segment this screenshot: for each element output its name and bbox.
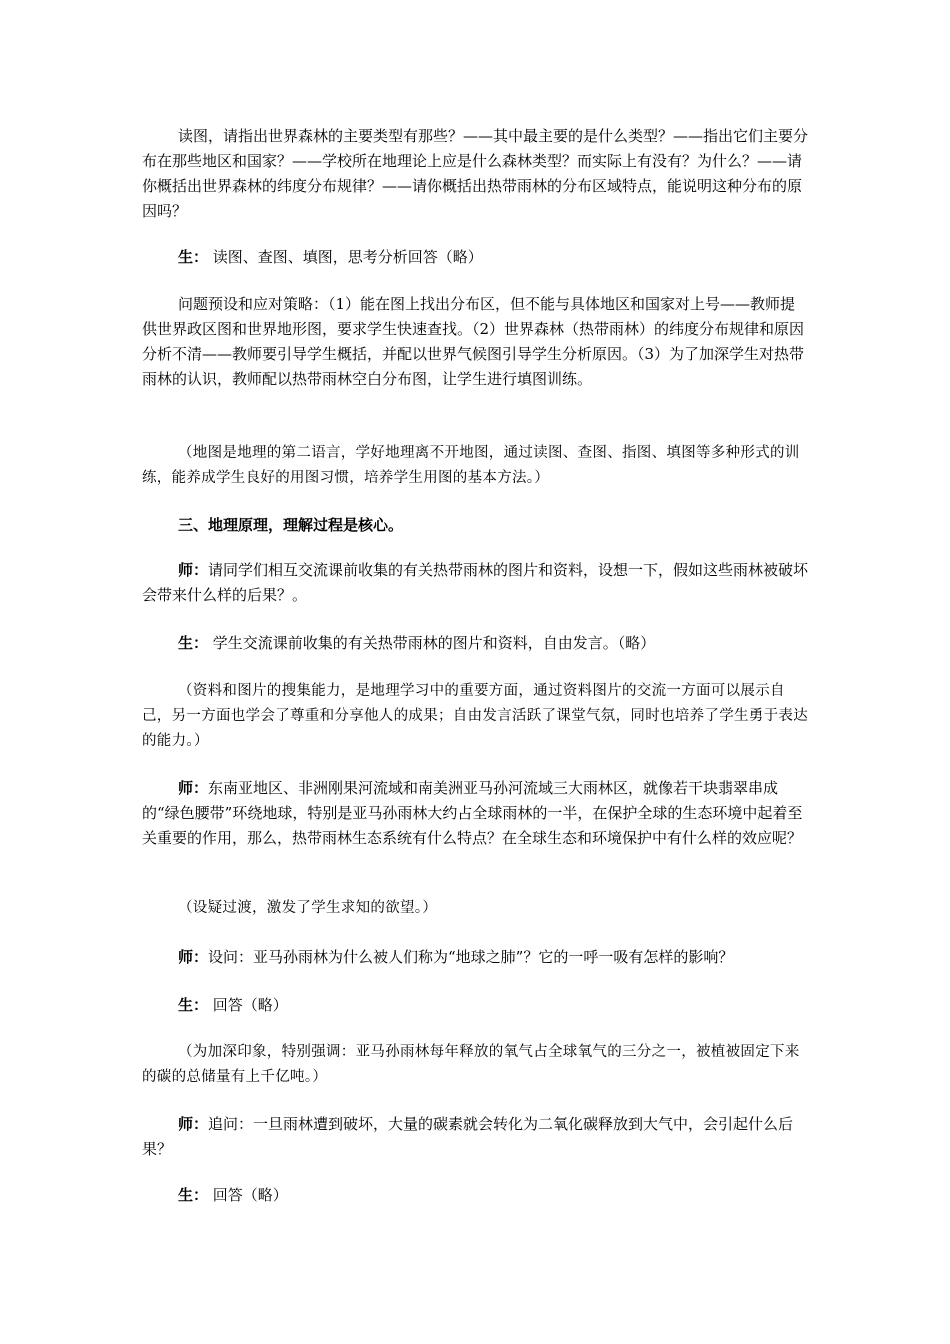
student-answer-1 — [142, 245, 810, 270]
note-paragraph-1: （地图是地理的第二语言，学好地理离不开地图，通过读图、查图、指图、填图等多种形式的训练，能养成学生良好的用图习惯，培养学生用图的基本方法。） — [142, 445, 800, 486]
student-answer-2 — [142, 631, 810, 656]
speaker-label: 生： — [178, 996, 209, 1014]
speaker-label: 师： — [178, 1115, 209, 1133]
prompt-text: 设问：亚马孙雨林为什么被人们称为“地球之肺”？它的一呼一吸有怎样的影响？ — [208, 948, 734, 966]
teacher-prompt-2 — [142, 776, 810, 851]
speaker-label: 生： — [178, 1186, 209, 1204]
section-heading: 三、地理原理，理解过程是核心。 — [178, 516, 404, 534]
prompt-text: 东南亚地区、非洲刚果河流域和南美洲亚马孙河流域三大雨林区，就像若干块翡翠串成的“绿色腰带”环绕地球，特别是亚马孙雨林大约占全球雨林的一半，在保护全球的生态环境中起着至关重要的作用，那么，热带雨林生态系统有什么特点？在全球生态和环境保护中有什么样的效应呢？ — [142, 779, 803, 847]
student-answer-3 — [142, 993, 810, 1018]
speaker-label: 师： — [178, 779, 209, 797]
strategy-paragraph: 问题预设和应对策略：（1）能在图上找出分布区，但不能与具体地区和国家对上号——教师提供世界政区图和世界地形图，要求学生快速查找。（2）世界森林（热带雨林）的纬度分布规律和原因分析不清——教师要引导学生概括，并配以世界气候图引导学生分析原因。（3）为了加深学生对热带雨林的认识，教师配以热带雨林空白分布图，让学生进行填图训练。 — [142, 295, 805, 388]
speaker-label: 生： — [178, 634, 209, 652]
answer-text: 回答（略） — [208, 996, 288, 1014]
student-answer-4 — [142, 1183, 810, 1208]
answer-text: 回答（略） — [208, 1186, 288, 1204]
speaker-label: 师： — [178, 561, 209, 579]
speaker-label: 生： — [178, 248, 209, 266]
speaker-label: 师： — [178, 948, 209, 966]
note-paragraph-4: （为加深印象，特别强调：亚马孙雨林每年释放的氧气占全球氧气的三分之一，被植被固定下来的碳的总储量有上千亿吨。） — [142, 1044, 800, 1085]
teacher-prompt-1 — [142, 558, 810, 608]
answer-text: 读图、查图、填图，思考分析回答（略） — [208, 248, 483, 266]
note-paragraph-3: （设疑过渡，激发了学生求知的欲望。） — [178, 900, 438, 916]
note-paragraph-2: （资料和图片的搜集能力，是地理学习中的重要方面，通过资料图片的交流一方面可以展示自己，另一方面也学会了尊重和分享他人的成果；自由发言活跃了课堂气氛，同时也培养了学生勇于表达的能力。） — [142, 683, 808, 749]
prompt-text: 追问：一旦雨林遭到破坏，大量的碳素就会转化为二氧化碳释放到大气中，会引起什么后果？ — [142, 1115, 794, 1158]
teacher-prompt-3 — [142, 945, 810, 970]
question-paragraph: 读图，请指出世界森林的主要类型有那些？——其中最主要的是什么类型？——指出它们主要分布在那些地区和国家？——学校所在地理论上应是什么森林类型？而实际上有没有？为什么？——请你概括出世界森林的纬度分布规律？——请你概括出热带雨林的分布区域特点，能说明这种分布的原因吗？ — [142, 127, 809, 220]
answer-text: 学生交流课前收集的有关热带雨林的图片和资料，自由发言。（略） — [208, 634, 656, 652]
prompt-text: 请同学们相互交流课前收集的有关热带雨林的图片和资料，设想一下，假如这些雨林被破坏会带来什么样的后果？。 — [142, 561, 809, 604]
teacher-prompt-4 — [142, 1112, 810, 1162]
